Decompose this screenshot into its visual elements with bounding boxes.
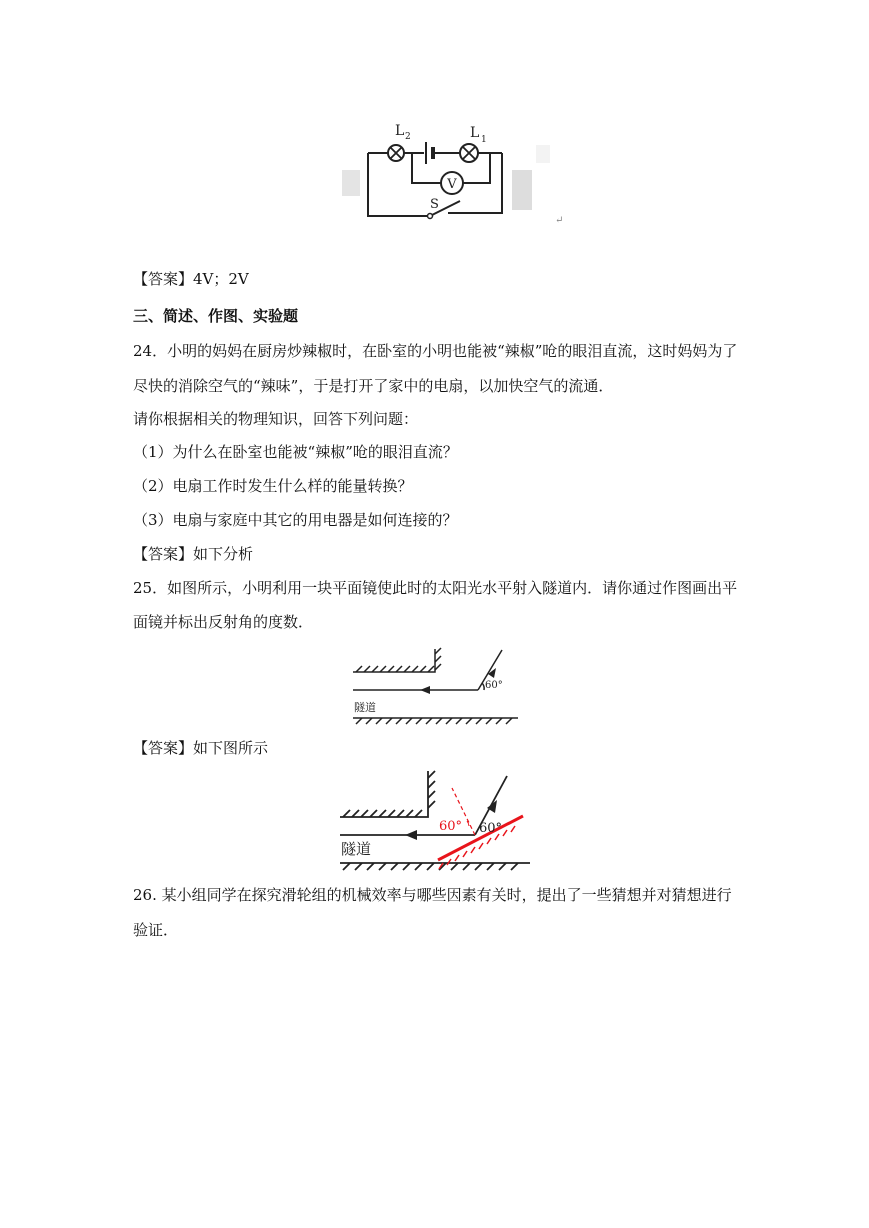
q25-answer: 【答案】如下图所示 <box>133 739 269 757</box>
q24-sub2: （2）电扇工作时发生什么样的能量转换？ <box>133 477 413 495</box>
label-l2-sub: 2 <box>405 132 411 142</box>
return-mark: ↵ <box>555 215 564 226</box>
tunnel-label-a: 隧道 <box>341 840 372 858</box>
angle-label-left: 60° <box>439 819 463 834</box>
voltmeter-icon <box>441 172 463 194</box>
label-l1-sub: 1 <box>481 135 487 145</box>
label-l2: L <box>395 123 405 139</box>
q24-sub1: （1）为什么在卧室也能被“辣椒”呛的眼泪直流？ <box>133 443 458 461</box>
lamp-l1-icon <box>460 144 478 162</box>
angle-label-q: 60° <box>485 680 503 691</box>
angle-label-right: 60° <box>479 821 503 836</box>
voltmeter-label: V <box>447 177 457 192</box>
tunnel-figure-question <box>348 644 524 730</box>
answer-23: 【答案】4V；2V <box>133 270 249 288</box>
q24-line1: 24．小明的妈妈在厨房炒辣椒时，在卧室的小明也能被“辣椒”呛的眼泪直流，这时妈妈为了 <box>133 342 738 360</box>
label-l1: L <box>470 125 480 141</box>
q25-line2: 面镜并标出反射角的度数． <box>133 613 314 631</box>
lamp-l2-icon <box>388 145 404 161</box>
label-s: S <box>430 197 439 212</box>
tunnel-label-q: 隧道 <box>354 701 376 714</box>
q26-line2: 验证． <box>133 921 179 939</box>
q25-line1: 25．如图所示，小明利用一块平面镜使此时的太阳光水平射入隧道内．请你通过作图画出平 <box>133 579 738 597</box>
circuit-diagram <box>340 115 580 230</box>
q24-sub3: （3）电扇与家庭中其它的用电器是如何连接的？ <box>133 511 458 529</box>
section-title: 三、简述、作图、实验题 <box>133 307 299 325</box>
tunnel-figure-answer <box>335 768 535 878</box>
q24-line2: 尽快的消除空气的“辣味”，于是打开了家中的电扇，以加快空气的流通． <box>133 377 614 395</box>
q26-line1: 26. 某小组同学在探究滑轮组的机械效率与哪些因素有关时，提出了一些猜想并对猜想进行 <box>133 886 732 904</box>
battery-icon <box>426 142 433 164</box>
q24-answer: 【答案】如下分析 <box>133 545 254 563</box>
q24-prompt: 请你根据相关的物理知识，回答下列问题： <box>133 410 419 428</box>
